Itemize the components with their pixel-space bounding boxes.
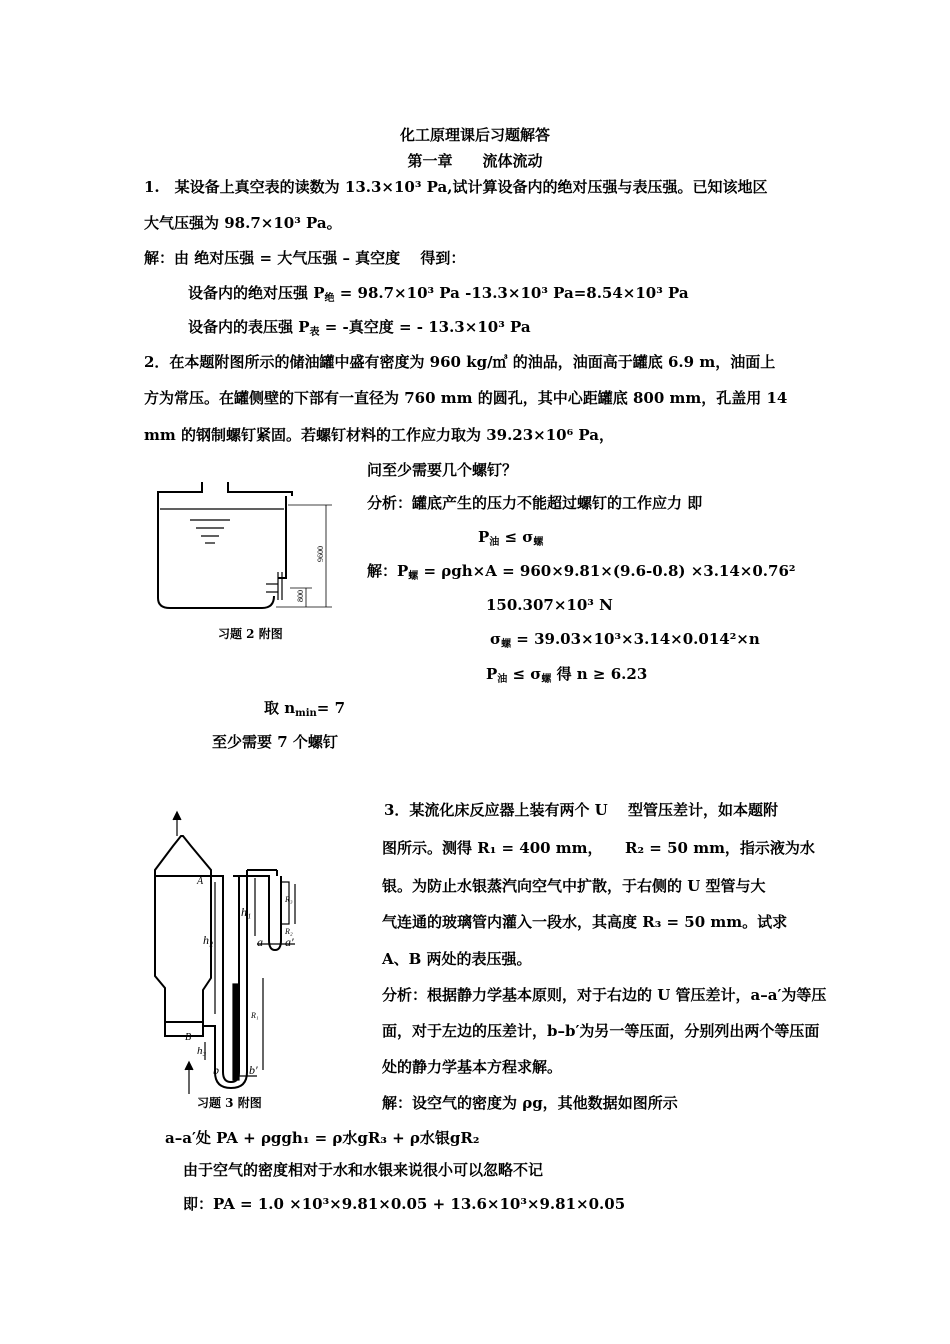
p1-question-line1: 1. 某设备上真空表的读数为 13.3×10³ Pa,试计算设备内的绝对压强与表压强。已知该地区	[144, 178, 768, 196]
label-a-prime: a′	[285, 935, 294, 949]
chapter-heading: 第一章 流体流动	[407, 152, 543, 170]
p1-absolute-pressure: 设备内的绝对压强 $P_绝 = 98.7\times 10^3$ Pa -13.3×10³ Pa=8.54×10³ Pa	[188, 284, 689, 304]
p2-solution: 解：$P_螺 = \rho gh\times A = 960\times 9.81\times(9.6-0.8) \times 3.14\times 0.76^2$	[367, 562, 796, 582]
p3-line10: 由于空气的密度相对于水和水银来说很小可以忽略不记	[183, 1161, 544, 1179]
label-R1: R₁	[251, 1011, 259, 1020]
p2-conclusion: 至少需要 7 个螺钉	[212, 733, 338, 751]
label-R2: R₂	[285, 927, 293, 936]
label-h1: h₁	[241, 905, 252, 919]
p3-line6: 分析：根据静力学基本原则，对于右边的 U 管压差计，a–a′为等压	[382, 986, 827, 1004]
p2-result: $P_油 \le \sigma_螺$ 得 n ≥ 6.23	[486, 665, 648, 685]
p1-question-line2: 大气压强为 98.7×10³ Pa。	[144, 214, 342, 232]
p3-line5: A、B 两处的表压强。	[382, 950, 532, 968]
label-b-prime: b′	[249, 1063, 258, 1077]
p1-solution-intro: 解：由 绝对压强 = 大气压强 – 真空度 得到：	[144, 249, 466, 267]
tank-dim-800: 800	[296, 590, 305, 602]
label-b: b	[213, 1063, 219, 1077]
label-A: A	[197, 876, 204, 887]
p3-figure-caption: 习题 3 附图	[197, 1096, 262, 1110]
p1-gauge-pressure: 设备内的表压强 $P_表$ = -真空度 = - 13.3×10³ Pa	[188, 318, 531, 338]
p2-question-line2: 方为常压。在罐侧壁的下部有一直径为 760 mm 的圆孔，其中心距罐底 800 mm，孔盖用 14	[144, 389, 788, 407]
p3-equation1: a–a′处 PA + ρggh₁ = ρ水gR₃ + ρ水银gR₂	[165, 1129, 480, 1147]
p2-figure-caption: 习题 2 附图	[218, 627, 283, 641]
label-R3: R₃	[285, 895, 293, 904]
p2-question-line3: mm 的钢制螺钉紧固。若螺钉材料的工作应力取为 39.23×10⁶ Pa，	[144, 426, 614, 444]
p2-question-line1: 2．在本题附图所示的储油罐中盛有密度为 960 kg/㎥ 的油品，油面高于罐底 6.9 m，油面上	[144, 353, 776, 371]
label-a: a	[257, 935, 263, 949]
tank-dim-9600: 9600	[316, 546, 325, 562]
label-h3: h₃	[197, 1045, 207, 1057]
label-B: B	[185, 1032, 192, 1043]
tank-figure	[150, 476, 350, 641]
p3-line7: 面，对于左边的压差计，b–b′为另一等压面，分别列出两个等压面	[382, 1022, 820, 1040]
p2-analysis: 分析：罐底产生的压力不能超过螺钉的工作应力 即	[367, 494, 703, 512]
p3-line3: 银。为防止水银蒸汽向空气中扩散，于右侧的 U 型管与大	[382, 877, 766, 895]
p2-sigma: $\sigma_螺 = 39.03\times 10^3\times 3.14\times 0.014^2\times n$	[490, 630, 760, 650]
p3-line4: 气连通的玻璃管内灌入一段水，其高度 R₃ = 50 mm。试求	[382, 913, 788, 931]
p3-line1: 3．某流化床反应器上装有两个 U 型管压差计，如本题附	[384, 801, 778, 819]
p3-line9: 解：设空气的密度为 ρg，其他数据如图所示	[382, 1094, 678, 1112]
p3-equation2: 即：PA = 1.0 ×10³×9.81×0.05 + 13.6×10³×9.81×0.05	[183, 1195, 626, 1213]
p2-question-line4: 问至少需要几个螺钉？	[367, 461, 518, 479]
label-h2: h₂	[203, 933, 214, 947]
p3-line8: 处的静力学基本方程求解。	[382, 1058, 563, 1076]
page-title: 化工原理课后习题解答	[399, 126, 550, 144]
p3-line2: 图所示。测得 R₁ = 400 mm， R₂ = 50 mm，指示液为水	[382, 839, 815, 857]
p2-condition: $P_油 \le \sigma_螺$	[478, 528, 544, 548]
p2-force: 150.307×10³ N	[486, 596, 613, 614]
p2-take-nmin: 取 $n_{min}= 7$	[264, 699, 346, 719]
reactor-figure	[145, 808, 310, 1098]
